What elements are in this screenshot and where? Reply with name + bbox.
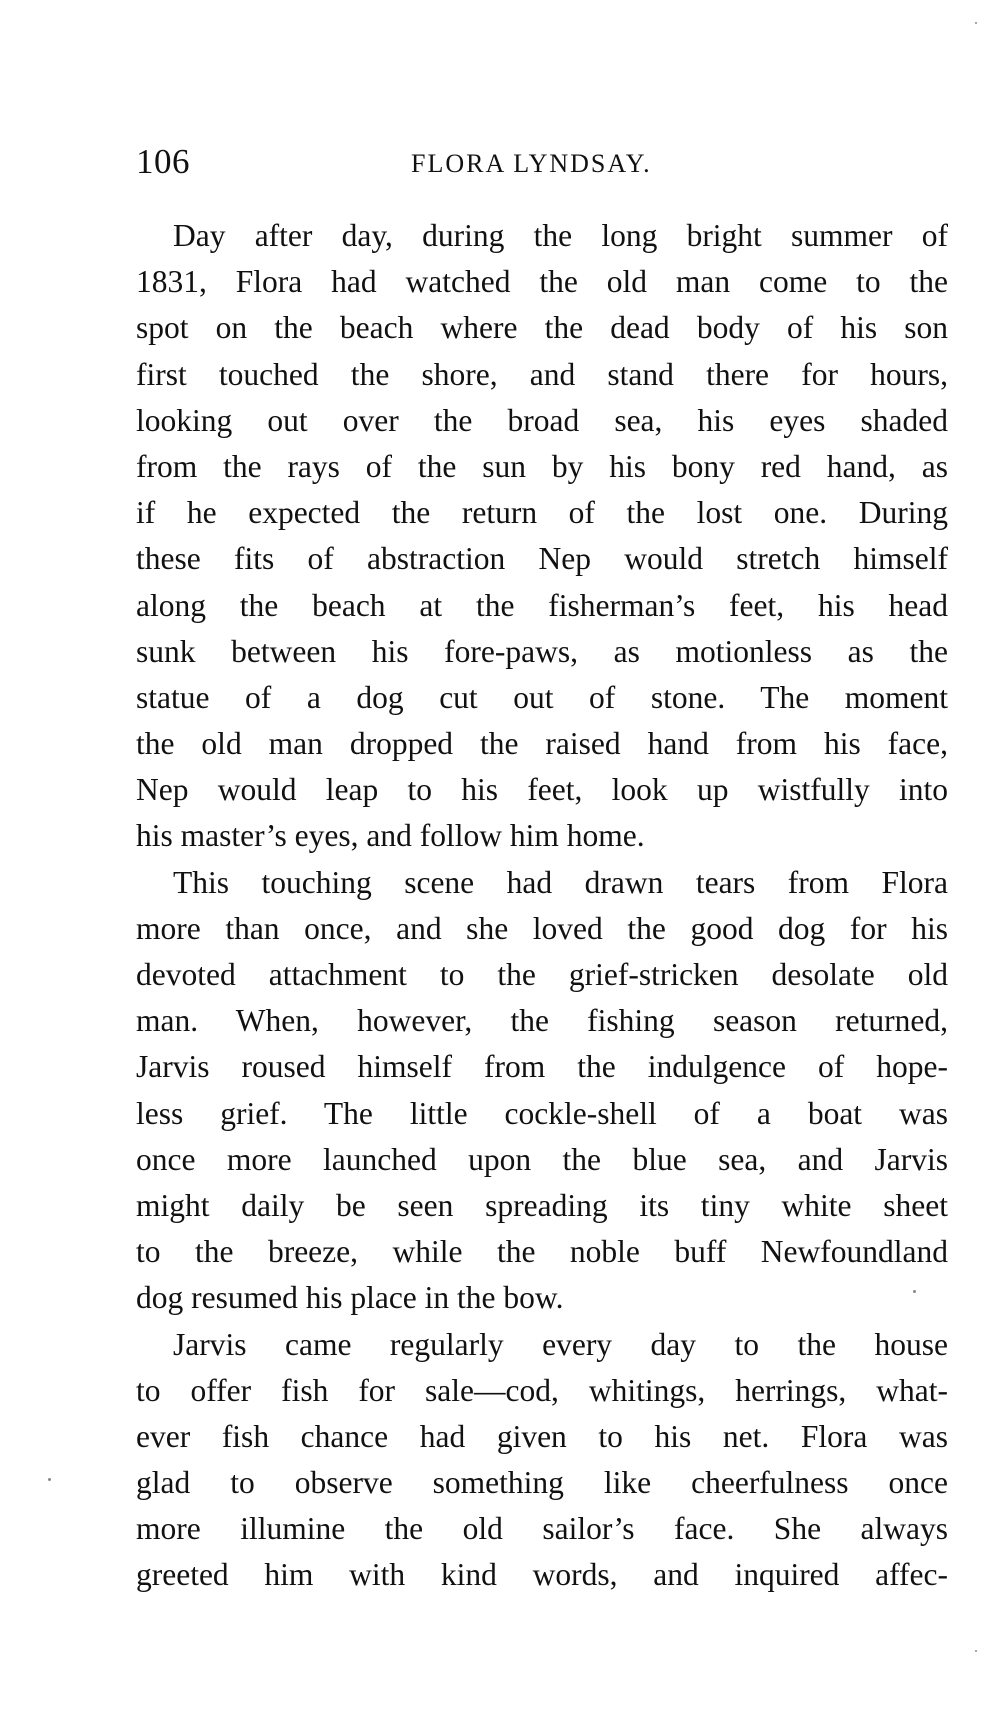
text-line: the old man dropped the raised hand from his face,: [136, 726, 948, 762]
scan-speck: [913, 1290, 916, 1293]
text-line: less grief. The little cockle-shell of a boat was: [136, 1095, 948, 1131]
running-title: FLORA LYNDSAY.: [411, 149, 652, 178]
text-line: glad to observe something like cheerfulness once: [136, 1465, 948, 1501]
scan-speck: [48, 1478, 51, 1481]
text-line: statue of a dog cut out of stone. The moment: [136, 679, 948, 715]
page-number: 106: [136, 142, 190, 181]
text-line: spot on the beach where the dead body of his son: [136, 310, 948, 346]
text-line: Jarvis came regularly every day to the house: [173, 1326, 948, 1362]
scan-speck: [975, 22, 977, 24]
text-line: sunk between his fore-paws, as motionless as the: [136, 633, 948, 669]
text-line: greeted him with kind words, and inquired affec-: [136, 1557, 948, 1593]
text-line: 1831, Flora had watched the old man come to the: [136, 264, 948, 300]
text-line: Nep would leap to his feet, look up wistfully into: [136, 772, 948, 808]
body-text: [136, 213, 948, 1599]
text-line: dog resumed his place in the bow.: [136, 1280, 564, 1316]
text-line: devoted attachment to the grief-stricken desolate old: [136, 957, 948, 992]
text-line: from the rays of the sun by his bony red hand, as: [136, 448, 948, 484]
text-line: if he expected the return of the lost one. During: [136, 495, 948, 531]
text-line: once more launched upon the blue sea, and Jarvis: [136, 1141, 948, 1177]
text-line: looking out over the broad sea, his eyes shaded: [136, 402, 948, 438]
text-line: his master’s eyes, and follow him home.: [136, 818, 645, 854]
scan-speck: [975, 1650, 977, 1652]
text-line: to the breeze, while the noble buff Newfoundland: [136, 1234, 948, 1270]
text-line: ever fish chance had given to his net. Flora was: [136, 1418, 948, 1454]
text-line: man. When, however, the fishing season returned,: [136, 1003, 948, 1039]
text-line: might daily be seen spreading its tiny white sheet: [136, 1187, 948, 1223]
page-header: [136, 142, 948, 182]
text-line: these fits of abstraction Nep would stretch himself: [136, 541, 948, 577]
text-line: more illumine the old sailor’s face. She always: [136, 1511, 948, 1547]
text-line: Day after day, during the long bright summer of: [173, 218, 948, 253]
text-line: more than once, and she loved the good dog for his: [136, 910, 948, 946]
text-line: first touched the shore, and stand there for hours,: [136, 356, 948, 392]
text-line: Jarvis roused himself from the indulgence of hope-: [136, 1049, 948, 1085]
text-line: to offer fish for sale—cod, whitings, herrings, what-: [136, 1372, 948, 1408]
text-line: This touching scene had drawn tears from Flora: [173, 864, 948, 900]
text-line: along the beach at the fisherman’s feet, his head: [136, 587, 948, 623]
